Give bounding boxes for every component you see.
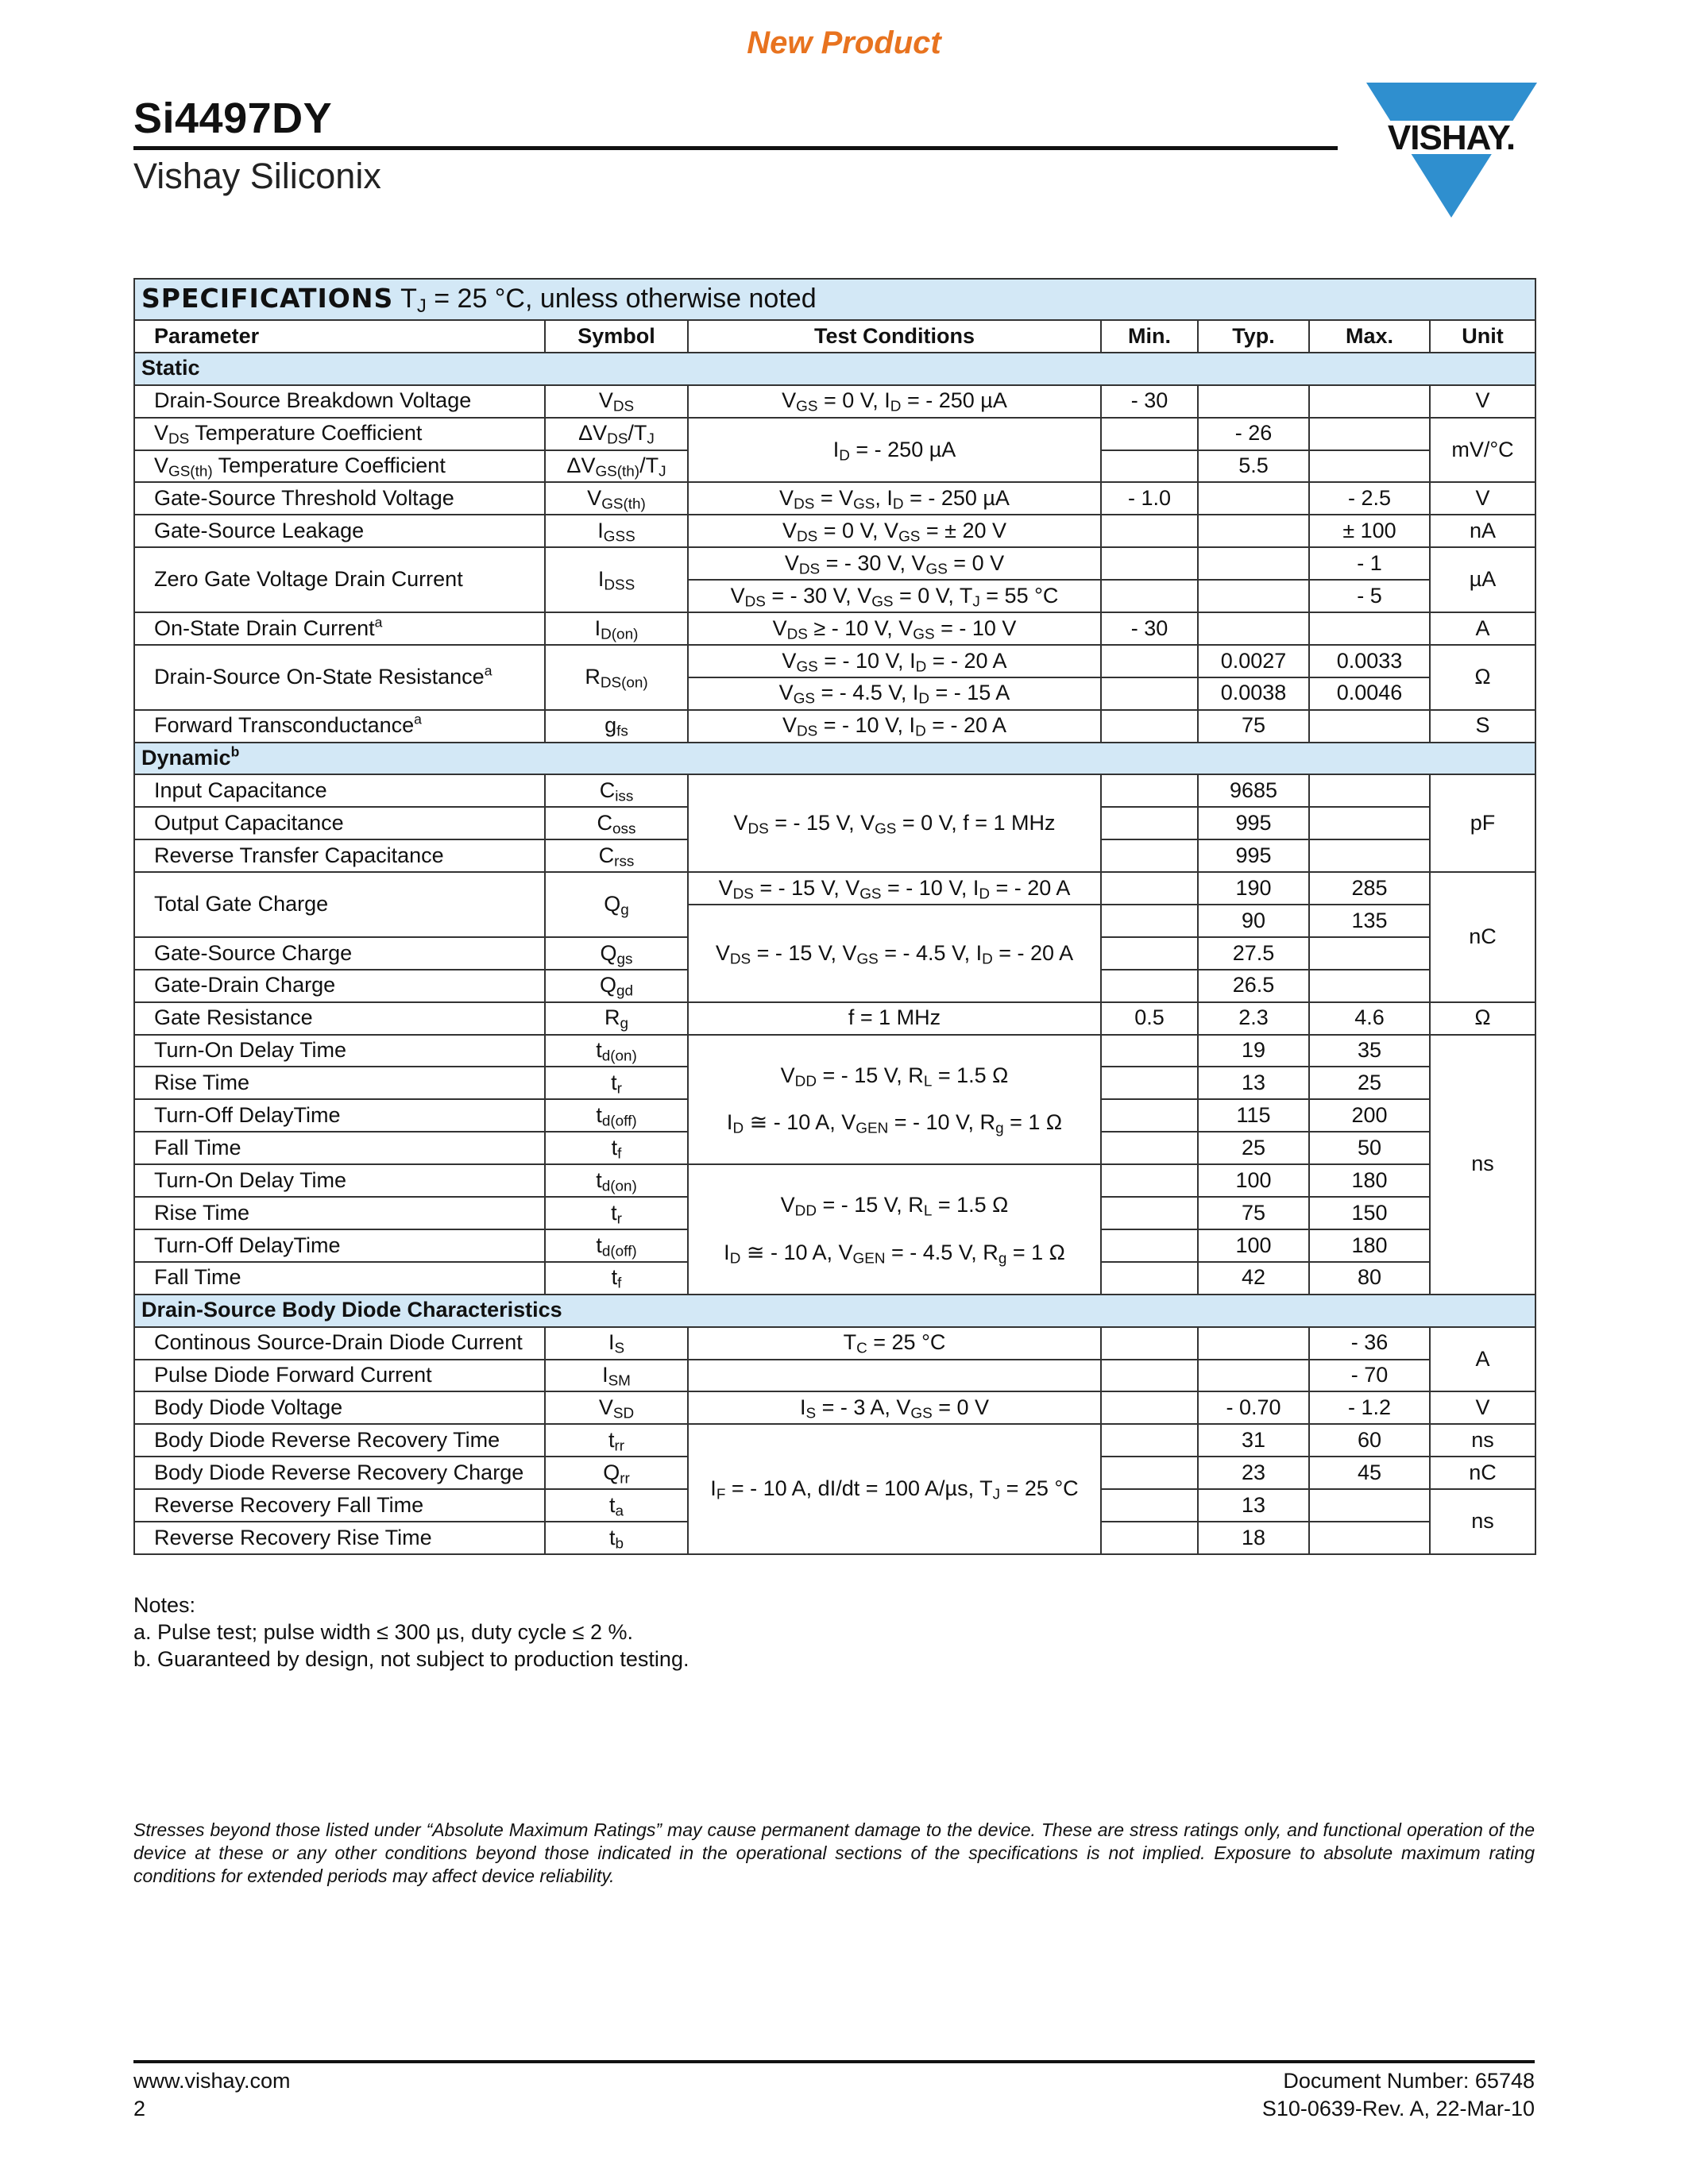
header-rule xyxy=(133,146,1338,150)
logo-text: VISHAY. xyxy=(1387,118,1516,157)
section-diode: Drain-Source Body Diode Characteristics xyxy=(134,1295,1535,1327)
table-row: Fall Time $t_f$ 42 80 xyxy=(134,1262,1535,1295)
document-number: Document Number: 65748 xyxy=(1283,2069,1535,2093)
table-row: Reverse Recovery Rise Time $t_b$ 18 xyxy=(134,1522,1535,1554)
table-row: Output Capacitance $C_{oss}$ 995 xyxy=(134,807,1535,839)
table-row: Input Capacitance $C_{iss}$ $V_{DS}$ = - 15 V, $V_{GS} = 0$ V, f = 1 MHz 9685 pF xyxy=(134,774,1535,807)
table-row: $V_{DS}$ = - 15 V, $V_{GS}$ = - 4.5 V, $I_D$ = - 20 A 90 135 xyxy=(134,905,1535,937)
page-number: 2 xyxy=(133,2097,146,2120)
table-row: Fall Time $t_f$ 25 50 xyxy=(134,1132,1535,1164)
table-row: Reverse Transfer Capacitance $C_{rss}$ 995 xyxy=(134,839,1535,872)
table-row: $V_{GS(th)}$ Temperature Coefficient $\Delta V_{GS(th)}/T_J$ 5.5 xyxy=(134,450,1535,483)
table-row: Rise Time $t_r$ 75 150 xyxy=(134,1197,1535,1229)
footer-rule xyxy=(133,2060,1535,2063)
section-dynamic: Dynamic$^b$ xyxy=(134,743,1535,775)
table-row: Turn-On Delay Time $t_{d(on)}$ $V_{DD}$ = - 15 V, $R_L = 1.5$ Ω $I_D$ ≅ - 10 A, $V_{GEN}$ = - 4.5 V, $R_g = 1$ Ω 100 180 xyxy=(134,1164,1535,1197)
table-row: On-State Drain Current$^a$ $I_{D(on)}$ $V_{DS}$ ≥ - 10 V, $V_{GS}$ = - 10 V - 30 A xyxy=(134,612,1535,645)
table-row: Drain-Source On-State Resistance$^a$ $R_{DS(on)}$ $V_{GS}$ = - 10 V, $I_D$ = - 20 A 0.0027 0.0033 Ω xyxy=(134,645,1535,677)
table-row: Pulse Diode Forward Current $I_{SM}$ - 70 xyxy=(134,1360,1535,1392)
col-header-parameter: Parameter xyxy=(134,320,545,353)
col-header-max: Max. xyxy=(1309,320,1430,353)
table-row: $V_{DS}$ = - 30 V, $V_{GS} = 0$ V, $T_J = 55$ °C - 5 xyxy=(134,580,1535,612)
part-number: Si4497DY xyxy=(133,95,333,142)
col-header-symbol: Symbol xyxy=(545,320,688,353)
footer-left xyxy=(133,2067,291,2123)
table-row: Body Diode Voltage $V_{SD}$ $I_S$ = - 3 A, $V_{GS} = 0$ V - 0.70 - 1.2 V xyxy=(134,1391,1535,1424)
table-row: $V_{DS}$ Temperature Coefficient $\Delta V_{DS}/T_J$ $I_D$ = - 250 µA - 26 mV/°C xyxy=(134,418,1535,450)
table-row: Forward Transconductance$^a$ $g_{fs}$ $V_{DS}$ = - 10 V, $I_D$ = - 20 A 75 S xyxy=(134,710,1535,743)
specifications-table xyxy=(133,278,1536,1555)
table-row: Reverse Recovery Fall Time $t_a$ 13 ns xyxy=(134,1489,1535,1522)
stress-disclaimer: Stresses beyond those listed under “Absolute Maximum Ratings” may cause permanent damage to the device. These are stress ratings only, and functional operation of the device at these or any other conditions beyond those indicated in the operational sections of the specifications is not implied. Exposure to absolute maximum rating conditions for extended periods may affect device reliability. xyxy=(133,1819,1535,1886)
table-title: SPECIFICATIONS $T_J = 25$ °C, unless otherwise noted xyxy=(134,279,1535,320)
table-row: Turn-Off DelayTime $t_{d(off)}$ 115 200 xyxy=(134,1099,1535,1132)
notes-heading: Notes: xyxy=(133,1593,196,1617)
col-header-unit: Unit xyxy=(1430,320,1535,353)
col-header-test-conditions: Test Conditions xyxy=(688,320,1101,353)
col-header-typ: Typ. xyxy=(1198,320,1309,353)
revision: S10-0639-Rev. A, 22-Mar-10 xyxy=(1261,2097,1535,2120)
vishay-logo xyxy=(1366,83,1537,218)
notes xyxy=(133,1592,689,1673)
table-row: Gate-Source Leakage $I_{GSS}$ $V_{DS} = 0$ V, $V_{GS}$ = ± 20 V ± 100 nA xyxy=(134,515,1535,547)
table-row: Continous Source-Drain Diode Current $I_S$ $T_C = 25$ °C - 36 A xyxy=(134,1327,1535,1360)
footer-right xyxy=(1262,2067,1535,2123)
table-row: Gate-Source Charge $Q_{gs}$ 27.5 xyxy=(134,937,1535,970)
company-name: Vishay Siliconix xyxy=(133,156,381,196)
new-product-banner: New Product xyxy=(747,25,941,60)
note-a: a. Pulse test; pulse width ≤ 300 µs, duty cycle ≤ 2 %. xyxy=(133,1620,633,1644)
table-row: Body Diode Reverse Recovery Time $t_{rr}$ $I_F$ = - 10 A, dI/dt = 100 A/µs, $T_J = 25$ °C 31 60 ns xyxy=(134,1424,1535,1457)
table-row: Drain-Source Breakdown Voltage $V_{DS}$ $V_{GS} = 0$ V, $I_D$ = - 250 µA - 30 V xyxy=(134,385,1535,418)
table-row: Total Gate Charge $Q_g$ $V_{DS}$ = - 15 V, $V_{GS}$ = - 10 V, $I_D$ = - 20 A 190 285 nC xyxy=(134,872,1535,905)
table-row: Gate-Source Threshold Voltage $V_{GS(th)}$ $V_{DS} = V_{GS}$, $I_D$ = - 250 µA - 1.0 - 2.5 V xyxy=(134,482,1535,515)
col-header-min: Min. xyxy=(1101,320,1198,353)
table-row: $V_{GS}$ = - 4.5 V, $I_D$ = - 15 A 0.0038 0.0046 xyxy=(134,677,1535,710)
note-b: b. Guaranteed by design, not subject to production testing. xyxy=(133,1647,689,1671)
table-row: Body Diode Reverse Recovery Charge $Q_{rr}$ 23 45 nC xyxy=(134,1457,1535,1489)
footer-website[interactable]: www.vishay.com xyxy=(133,2069,291,2093)
table-row: Turn-On Delay Time $t_{d(on)}$ $V_{DD}$ = - 15 V, $R_L = 1.5$ Ω $I_D$ ≅ - 10 A, $V_{GEN}$ = - 10 V, $R_g = 1$ Ω 19 35 ns xyxy=(134,1035,1535,1067)
table-row: Gate-Drain Charge $Q_{gd}$ 26.5 xyxy=(134,970,1535,1002)
table-row: Gate Resistance $R_g$ f = 1 MHz 0.5 2.3 4.6 Ω xyxy=(134,1002,1535,1035)
section-static: Static xyxy=(134,353,1535,385)
table-row: Rise Time $t_r$ 13 25 xyxy=(134,1067,1535,1099)
table-row: Turn-Off DelayTime $t_{d(off)}$ 100 180 xyxy=(134,1229,1535,1262)
header-row xyxy=(134,320,1535,353)
table-row: Zero Gate Voltage Drain Current $I_{DSS}$ $V_{DS}$ = - 30 V, $V_{GS} = 0$ V - 1 µA xyxy=(134,547,1535,580)
